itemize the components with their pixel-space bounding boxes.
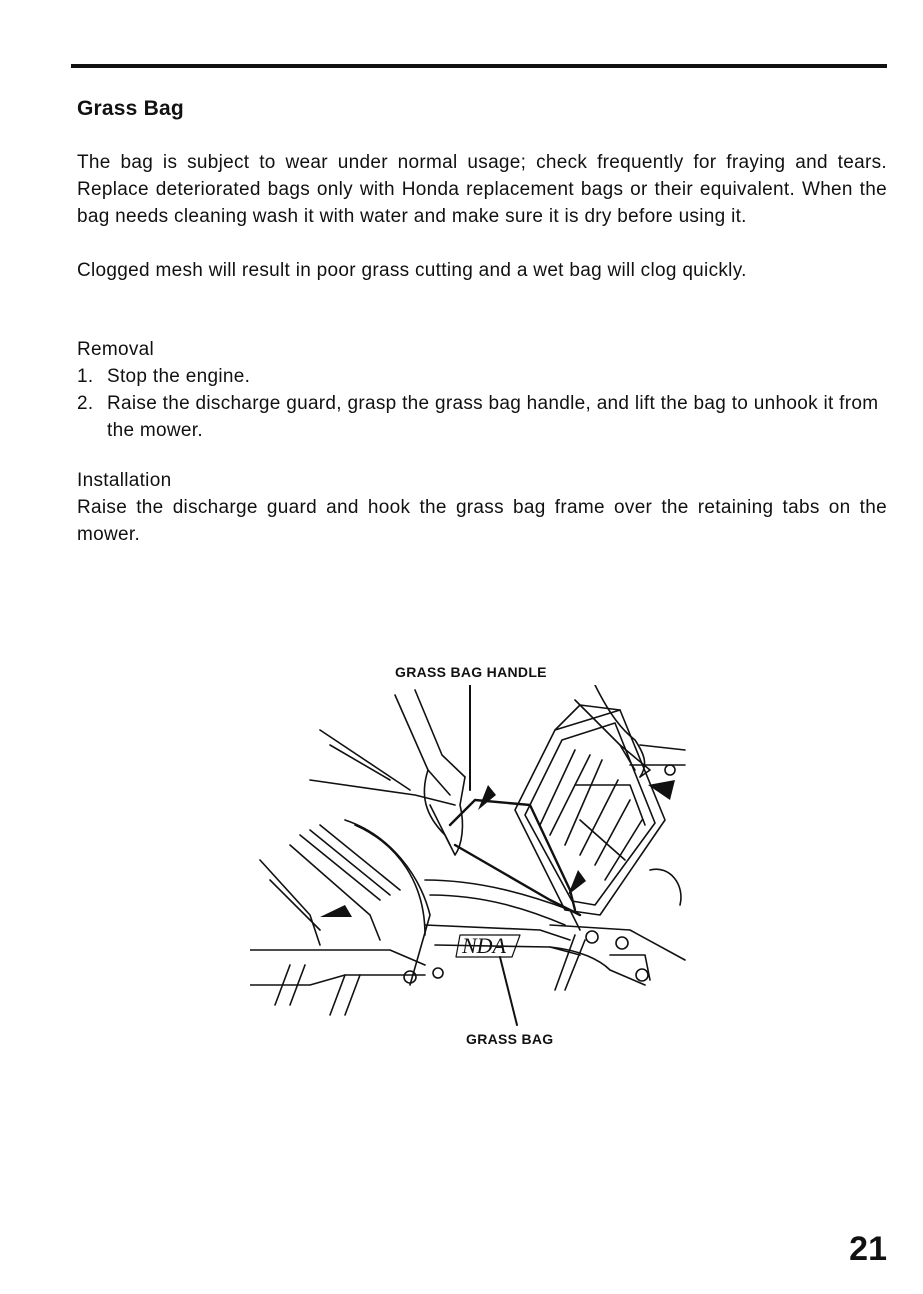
- curved-arrow-icon: [320, 905, 352, 917]
- removal-step: [77, 390, 887, 444]
- step-text: Raise the discharge guard, grasp the grass bag handle, and lift the bag to unhook it from the mower.: [107, 393, 879, 441]
- section-title: Grass Bag: [77, 97, 184, 120]
- installation-heading: Installation: [77, 470, 172, 491]
- left-arm: [395, 690, 465, 855]
- installation-paragraph: Raise the discharge guard and hook the grass bag frame over the retaining tabs on the mower.: [77, 497, 887, 545]
- removal-heading: Removal: [77, 339, 155, 360]
- grass-bag-illustration: [250, 685, 690, 1035]
- step-number: 2.: [77, 393, 94, 414]
- step-number: 1.: [77, 366, 94, 387]
- grass-bag-label: GRASS BAG: [466, 1031, 554, 1047]
- page-number: 21: [849, 1230, 887, 1268]
- up-arrow-icon: [478, 785, 496, 810]
- bag-leader-line: [500, 957, 517, 1025]
- grass-bag-handle-label: GRASS BAG HANDLE: [395, 664, 547, 680]
- removal-step: [77, 363, 887, 390]
- removal-steps: [77, 363, 887, 444]
- header-rule: [71, 64, 887, 68]
- grass-bag-body: [515, 705, 665, 915]
- brand-mark-text: NDA: [462, 933, 506, 958]
- step-text: Stop the engine.: [107, 366, 251, 387]
- intro-paragraph: The bag is subject to wear under normal usage; check frequently for fraying and tears. Replace deteriorated bags only with Honda replacement bags or their equivalent. When the bag needs cleaning wash it with water and make sure it is dry before using it.: [77, 152, 887, 227]
- mesh-paragraph: Clogged mesh will result in poor grass cutting and a wet bag will clog quickly.: [77, 260, 747, 281]
- up-arrow-icon: [568, 870, 586, 895]
